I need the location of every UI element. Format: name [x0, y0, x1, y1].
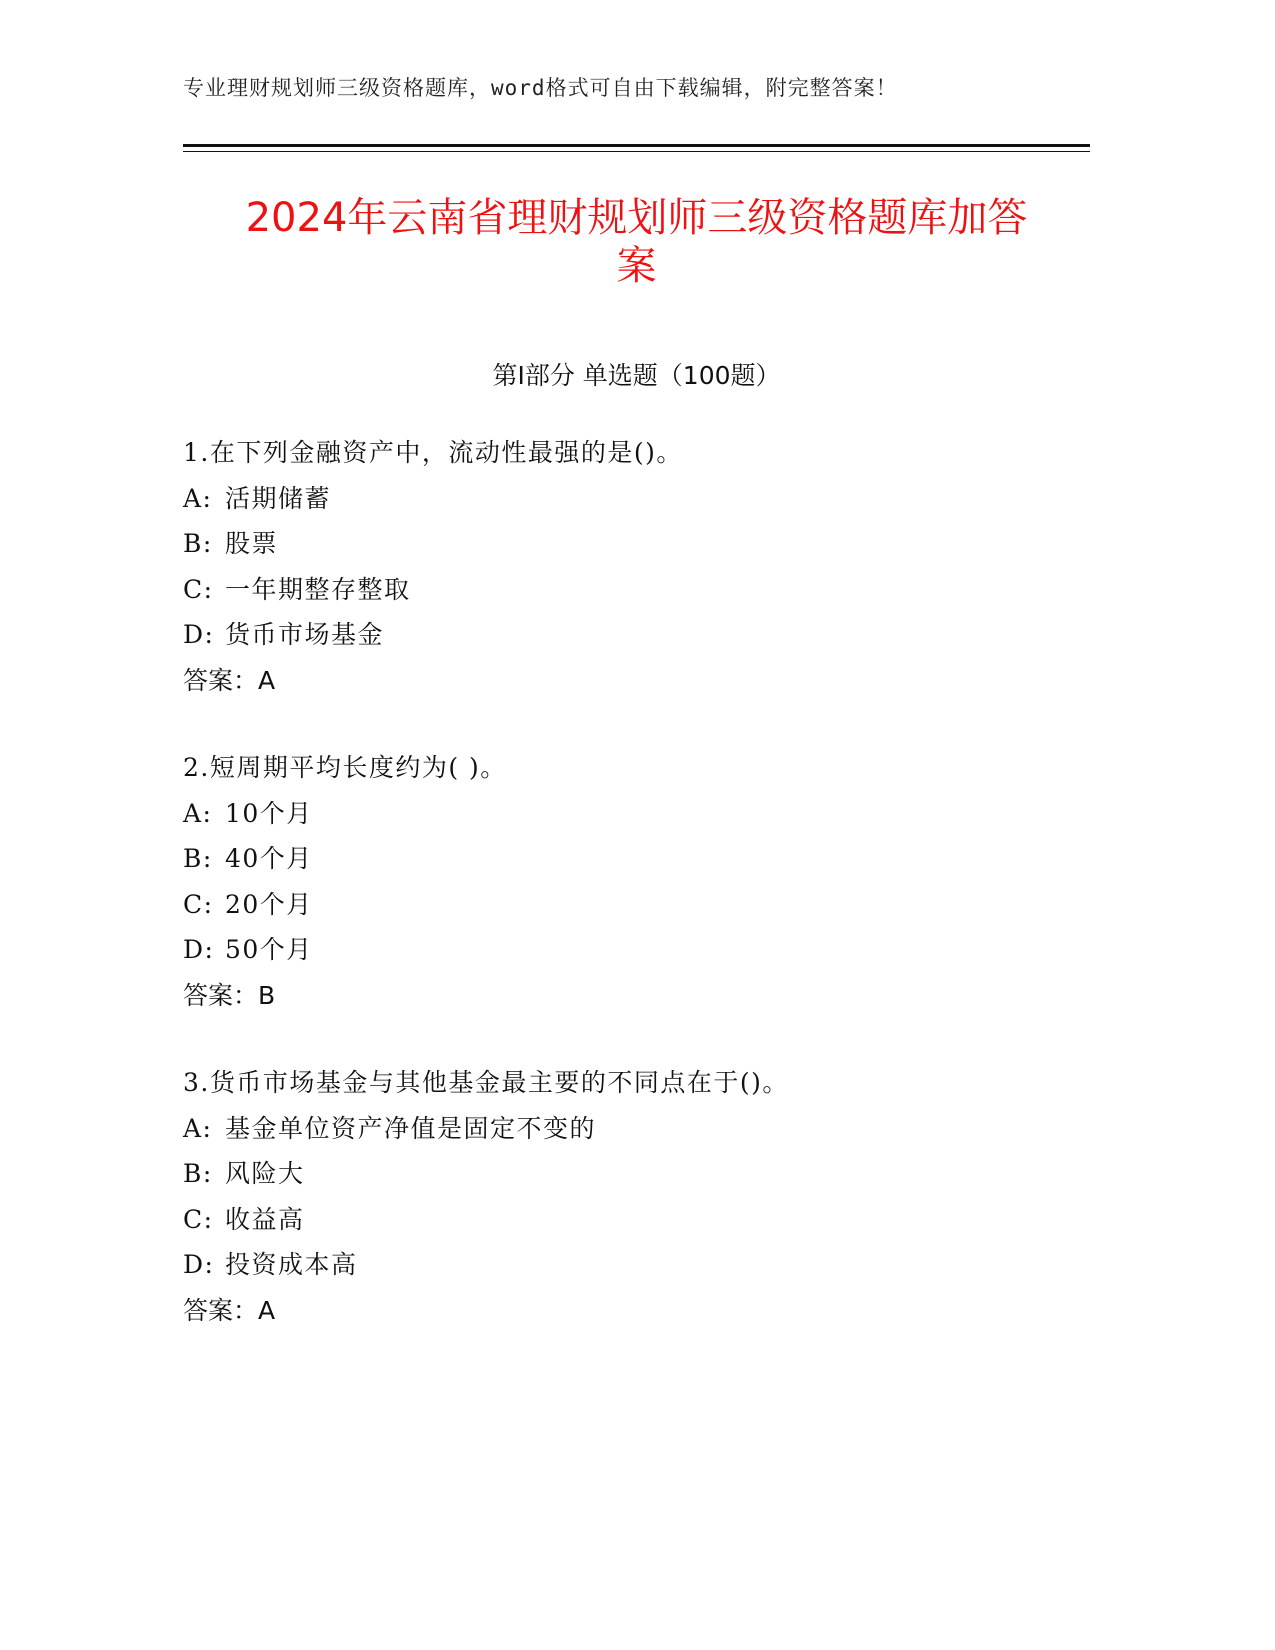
option-label: A:	[183, 1113, 213, 1143]
question-stem: 1.在下列金融资产中，流动性最强的是()。	[183, 438, 683, 467]
option-text: 50个月	[225, 935, 313, 964]
option-label: A:	[183, 483, 213, 513]
question-list	[183, 430, 1090, 1375]
question-3	[183, 1060, 1090, 1333]
option-text: 基金单位资产净值是固定不变的	[225, 1113, 597, 1143]
option-text: 10个月	[225, 798, 313, 828]
option-label: D:	[183, 620, 215, 649]
question-2	[183, 745, 1090, 1018]
option-label: B:	[183, 529, 213, 558]
section-title: 第Ⅰ部分 单选题（100题）	[492, 361, 781, 390]
option-text: 股票	[225, 529, 279, 558]
option-d	[183, 1242, 1090, 1288]
question-1	[183, 430, 1090, 703]
option-d	[183, 612, 1090, 658]
option-b	[183, 521, 1090, 567]
document-title	[183, 194, 1090, 290]
option-text: 一年期整存整取	[225, 574, 411, 604]
option-label: A:	[183, 798, 213, 828]
option-label: C:	[183, 574, 214, 604]
option-text: 收益高	[225, 1204, 305, 1234]
option-a	[183, 1106, 1090, 1152]
header-rule-thin	[183, 151, 1090, 152]
option-label: C:	[183, 1204, 214, 1234]
option-d	[183, 927, 1090, 973]
document-title-line1: 2024年云南省理财规划师三级资格题库加答	[245, 195, 1028, 241]
question-stem: 3.货币市场基金与其他基金最主要的不同点在于()。	[183, 1068, 789, 1097]
answer: 答案：B	[183, 980, 276, 1010]
document-title-line2: 案	[616, 243, 657, 289]
answer: 答案：A	[183, 665, 276, 695]
option-text: 活期储蓄	[225, 483, 332, 513]
header-rule-thick	[183, 144, 1090, 147]
option-text: 40个月	[225, 844, 313, 873]
option-c	[183, 567, 1090, 613]
question-stem: 2.短周期平均长度约为( )。	[183, 753, 507, 782]
option-text: 20个月	[225, 889, 313, 919]
option-label: B:	[183, 1159, 213, 1188]
option-label: B:	[183, 844, 213, 873]
option-label: C:	[183, 889, 214, 919]
header-note: 专业理财规划师三级资格题库，word格式可自由下载编辑，附完整答案！	[183, 76, 898, 100]
option-text: 风险大	[225, 1159, 305, 1188]
answer: 答案：A	[183, 1295, 276, 1325]
option-text: 投资成本高	[225, 1250, 358, 1279]
option-a	[183, 476, 1090, 522]
option-c	[183, 1197, 1090, 1243]
option-label: D:	[183, 1250, 215, 1279]
option-a	[183, 791, 1090, 837]
option-text: 货币市场基金	[225, 620, 385, 649]
option-c	[183, 882, 1090, 928]
option-b	[183, 836, 1090, 882]
option-label: D:	[183, 935, 215, 964]
option-b	[183, 1151, 1090, 1197]
